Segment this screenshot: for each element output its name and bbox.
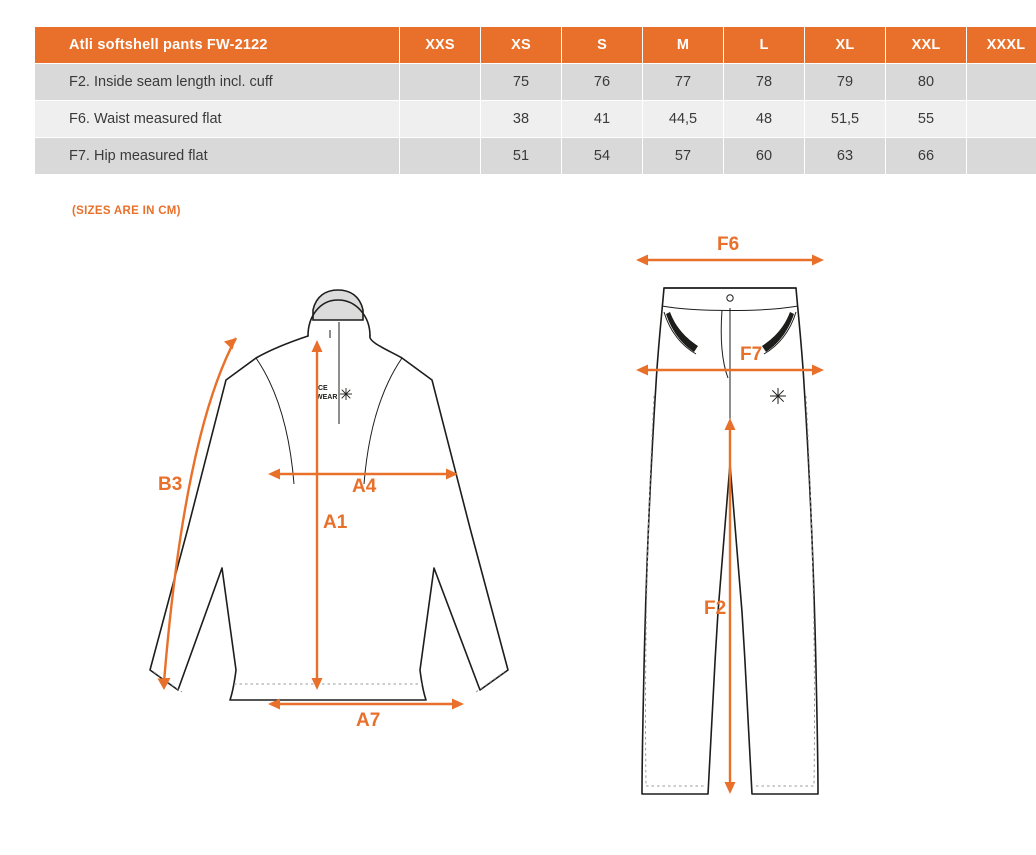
label-a4: A4: [352, 476, 377, 497]
label-f2: F2: [704, 598, 727, 619]
row-label-f6: F6. Waist measured flat: [35, 101, 400, 138]
pocket-shadow-left: [666, 312, 698, 352]
cell-f6-xs: 38: [481, 101, 562, 138]
snowflake-icon: [340, 388, 352, 400]
pocket-shadow-right: [762, 312, 794, 352]
cell-f2-xs: 75: [481, 64, 562, 101]
cell-f2-l: 78: [724, 64, 805, 101]
row-label-f2: F2. Inside seam length incl. cuff: [35, 64, 400, 101]
cell-f7-l: 60: [724, 138, 805, 175]
ice-wear-logo: [316, 385, 352, 401]
body-length-arrow: [312, 340, 348, 690]
fly-curve: [721, 310, 728, 378]
waist-width-arrow: [636, 234, 824, 266]
diagrams-area: [0, 228, 1036, 848]
raglan-seam-right: [364, 358, 402, 484]
cell-f7-m: 57: [643, 138, 724, 175]
cell-f7-xxs: [400, 138, 481, 175]
cell-f6-xl: 51,5: [805, 101, 886, 138]
stitch-outer-right: [806, 396, 815, 784]
size-table-body: [35, 64, 1036, 175]
column-header-xxs: XXS: [400, 27, 481, 64]
cell-f6-xxs: [400, 101, 481, 138]
cell-f7-s: 54: [562, 138, 643, 175]
cell-f2-xxs: [400, 64, 481, 101]
column-header-xxl: XXL: [886, 27, 967, 64]
column-header-xs: XS: [481, 27, 562, 64]
snowflake-icon: [770, 388, 786, 404]
size-table-container: [34, 26, 1026, 175]
waist-button-icon: [727, 295, 733, 301]
table-header-row: [35, 27, 1036, 64]
raglan-seam-left: [256, 358, 294, 484]
table-row: [35, 101, 1036, 138]
cell-f2-s: 76: [562, 64, 643, 101]
size-table-head: [35, 27, 1036, 64]
hem-width-arrow: [268, 699, 464, 732]
label-a7: A7: [356, 710, 381, 731]
row-label-f7: F7. Hip measured flat: [35, 138, 400, 175]
softshell-pants-diagram: [610, 228, 930, 828]
table-row: [35, 64, 1036, 101]
stitch-outer-left: [645, 396, 654, 784]
softshell-top-diagram: [130, 238, 550, 758]
cell-f2-m: 77: [643, 64, 724, 101]
cell-f2-xxl: 80: [886, 64, 967, 101]
logo-text-line2: WEAR: [316, 394, 338, 401]
label-b3: B3: [158, 474, 183, 495]
cell-f2-xl: 79: [805, 64, 886, 101]
cell-f6-s: 41: [562, 101, 643, 138]
cell-f6-xxxl: [967, 101, 1036, 138]
column-header-l: L: [724, 27, 805, 64]
column-header-xl: XL: [805, 27, 886, 64]
column-header-m: M: [643, 27, 724, 64]
size-table: [34, 26, 1036, 175]
cell-f7-xxl: 66: [886, 138, 967, 175]
units-note: (SIZES ARE IN CM): [72, 205, 181, 217]
table-title-cell: Atli softshell pants FW-2122: [35, 27, 400, 64]
label-a1: A1: [323, 512, 348, 533]
chest-width-arrow: [268, 469, 458, 498]
logo-text-line1: ICE: [316, 385, 328, 392]
cell-f7-xs: 51: [481, 138, 562, 175]
cell-f6-m: 44,5: [643, 101, 724, 138]
cell-f7-xxxl: [967, 138, 1036, 175]
table-row: [35, 138, 1036, 175]
cell-f6-l: 48: [724, 101, 805, 138]
inside-seam-length-arrow: [704, 418, 736, 794]
column-header-s: S: [562, 27, 643, 64]
cell-f2-xxxl: [967, 64, 1036, 101]
label-f6: F6: [717, 234, 740, 255]
column-header-xxxl: XXXL: [967, 27, 1036, 64]
cell-f6-xxl: 55: [886, 101, 967, 138]
cell-f7-xl: 63: [805, 138, 886, 175]
label-f7: F7: [740, 344, 763, 365]
